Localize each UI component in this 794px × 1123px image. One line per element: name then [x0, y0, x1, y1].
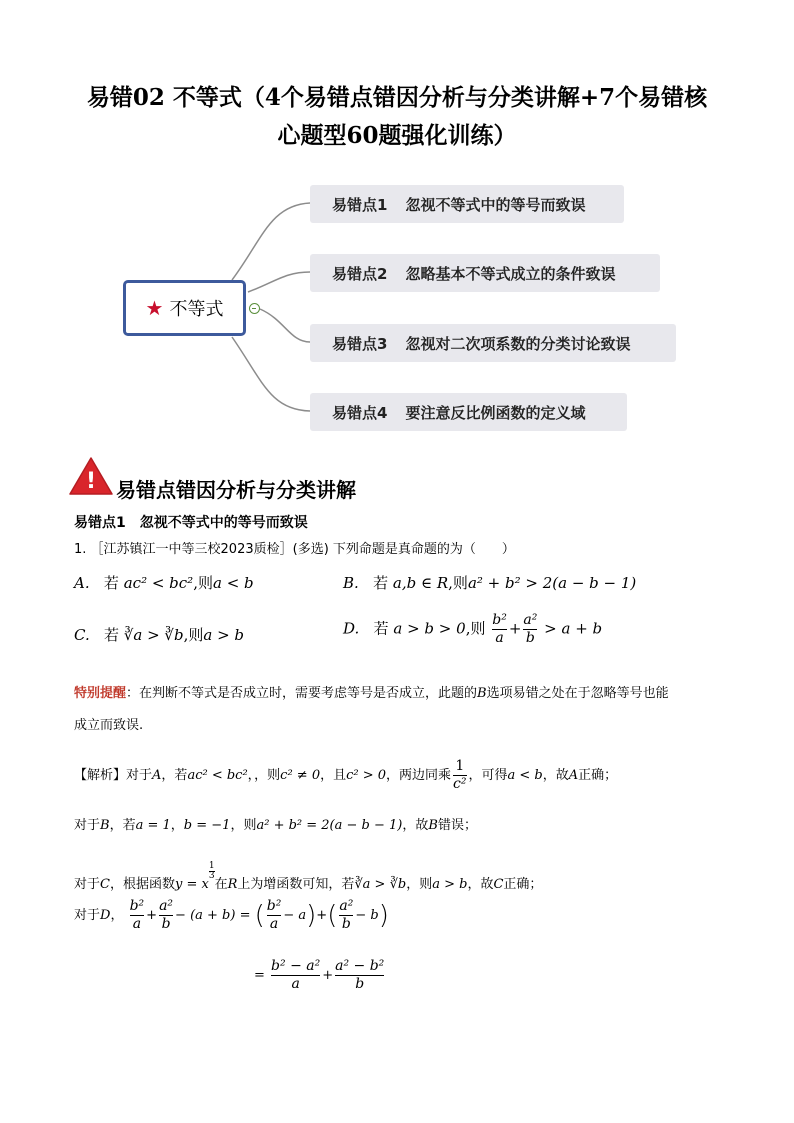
option-c[interactable]: C. 若 ∛a > ∛b,则a > b: [74, 626, 245, 644]
branch-number: 易错点2: [332, 264, 388, 283]
warning-glyph: !: [85, 469, 97, 494]
tip-label: 特别提醒: [74, 686, 127, 701]
analysis-d: 对于D， $\frac{\text{b²}}{a}$ + $\frac{\text{a²}}{b}$ − (a + b) = ( $\frac{\text{b²}}{a}$ − a)+( $\frac{\text{a²}}{b}$ − b): [74, 898, 389, 932]
page-title-line2: 心题型60题强化训练）: [277, 122, 517, 149]
star-icon: ★: [145, 296, 164, 320]
page-title-line1: 易错02 不等式（4个易错点错因分析与分类讲解+7个易错核: [86, 84, 708, 111]
section-heading: 易错点错因分析与分类讲解: [116, 478, 356, 502]
branch-number: 易错点3: [332, 334, 388, 353]
mindmap-center-node[interactable]: [123, 280, 246, 336]
mindmap-branch-3[interactable]: [310, 324, 676, 362]
option-a[interactable]: A. 若 ac² < bc²,则a < b: [74, 574, 254, 592]
analysis-a: 【解析】对于A，若ac² < bc²，，则c² ≠ 0，且c² > 0，两边同乘 $\frac{1}{\text{c²}}$ ，可得a < b，故A正确；: [74, 758, 618, 792]
branch-text: 忽视对二次项系数的分类讨论致误: [405, 334, 631, 353]
center-node-label: 不等式: [169, 299, 224, 320]
branch-text: 忽略基本不等式成立的条件致误: [405, 264, 616, 283]
collapse-toggle-icon[interactable]: [249, 303, 260, 314]
mindmap-connectors: [0, 0, 794, 460]
analysis-c: 对于C，根据函数y = x $^{\frac{1}{3}}$ 在R上为增函数可知，若∛a > ∛b，则a > b，故C正确；: [74, 861, 543, 892]
option-b[interactable]: B. 若 a,b ∈ R,则a² + b² > 2(a − b − 1): [343, 574, 637, 592]
mindmap-branch-4[interactable]: [310, 393, 627, 431]
special-tip: 特别提醒：在判断不等式是否成立时，需要考虑等号是否成立，此题的B选项易错之处在于忽略等号也能: [74, 686, 669, 701]
branch-text: 要注意反比例函数的定义域: [405, 403, 586, 422]
special-tip-line2: 成立而致误.: [74, 718, 144, 733]
branch-number: 易错点1: [332, 195, 388, 214]
analysis-d-step2: = $\frac{\text{b² − a²}}{a}$ + $\frac{\text{a² − b²}}{b}$: [254, 958, 385, 992]
branch-text: 忽视不等式中的等号而致误: [405, 195, 586, 214]
sub-heading: 易错点1 忽视不等式中的等号而致误: [74, 515, 308, 531]
question-stem: 1. ［江苏镇江一中等三校2023质检］(多选) 下列命题是真命题的为（ ）: [74, 542, 515, 557]
mindmap-branch-1[interactable]: [310, 185, 624, 223]
mindmap-branch-2[interactable]: [310, 254, 660, 292]
branch-number: 易错点4: [332, 403, 388, 422]
analysis-b: 对于B，若a = 1，b = −1，则a² + b² = 2(a − b − 1)，故B错误；: [74, 818, 477, 833]
warning-icon: [68, 456, 114, 496]
option-d[interactable]: D. 若 a > b > 0,则 $\frac{\text{b²}}{a}$ + $\frac{\text{a²}}{b}$ > a + b: [343, 612, 603, 646]
